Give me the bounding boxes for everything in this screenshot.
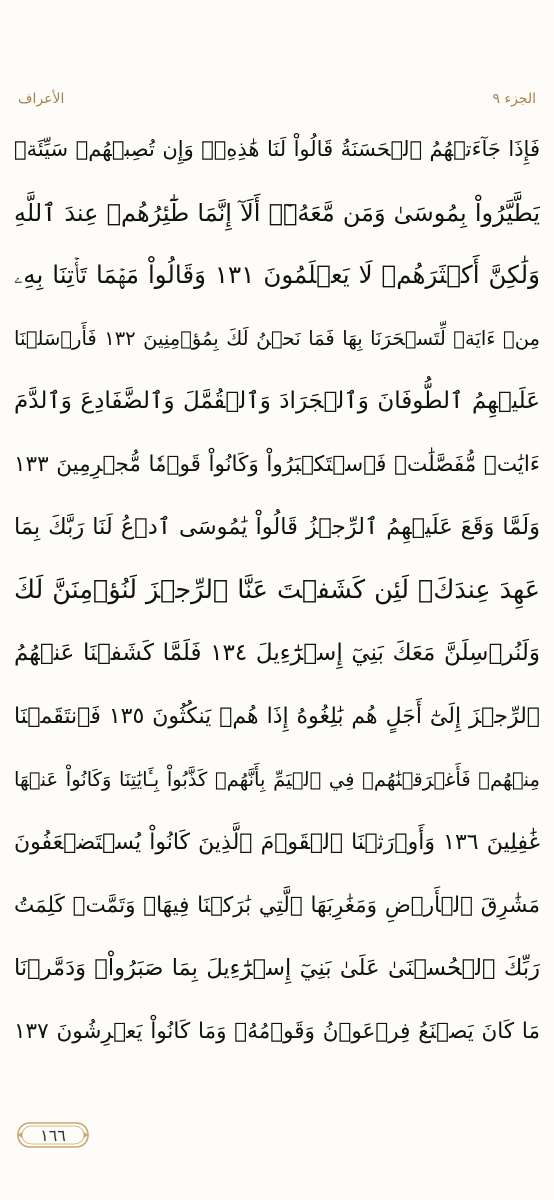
text-line: مَشَٰرِقَ ٱلۡأَرۡضِ وَمَغَٰرِبَهَا ٱلَّتِي بَٰرَكۡنَا فِيهَاۖ وَتَمَّتۡ كَلِمَتُ — [14, 892, 540, 918]
text-line: وَلَٰكِنَّ أَكۡثَرَهُمۡ لَا يَعۡلَمُونَ ١٣١ وَقَالُواْ مَهۡمَا تَأۡتِنَا بِهِۦ — [14, 260, 540, 290]
text-line: يَطَّيَّرُواْ بِمُوسَىٰ وَمَن مَّعَهُۥٓۗ أَلَآ إِنَّمَا طَٰٓئِرُهُمۡ عِندَ ٱللَّهِ — [14, 198, 540, 227]
text-line: وَلَمَّا وَقَعَ عَلَيۡهِمُ ٱلرِّجۡزُ قَالُواْ يَٰمُوسَى ٱدۡعُ لَنَا رَبَّكَ بِمَا — [14, 514, 540, 541]
text-line: مِنۡ ءَايَةٖ لِّتَسۡحَرَنَا بِهَا فَمَا نَحۡنُ لَكَ بِمُؤۡمِنِينَ ١٣٢ فَأَرۡسَلۡنَا — [14, 326, 540, 350]
text-line: فَإِذَا جَآءَتۡهُمُ ٱلۡحَسَنَةُ قَالُواْ لَنَا هَٰذِهِۦۖ وَإِن تُصِبۡهُمۡ سَيِّئَةٞ — [14, 137, 540, 161]
text-line: رَبِّكَ ٱلۡحُسۡنَىٰ عَلَىٰ بَنِيٓ إِسۡرَٰٓءِيلَ بِمَا صَبَرُواْۖ وَدَمَّرۡنَا — [14, 955, 540, 982]
text-line: مَا كَانَ يَصۡنَعُ فِرۡعَوۡنُ وَقَوۡمُهُۥ وَمَا كَانُواْ يَعۡرِشُونَ ١٣٧ — [14, 1018, 540, 1044]
text-line: غَٰفِلِينَ ١٣٦ وَأَوۡرَثۡنَا ٱلۡقَوۡمَ ٱلَّذِينَ كَانُواْ يُسۡتَضۡعَفُونَ — [14, 829, 540, 855]
text-line: ٱلرِّجۡزَ إِلَىٰٓ أَجَلٍ هُم بَٰلِغُوهُ إِذَا هُمۡ يَنكُثُونَ ١٣٥ فَٱنتَقَمۡنَا — [14, 703, 540, 729]
text-line: ءَايَٰتٖ مُّفَصَّلَٰتٖ فَٱسۡتَكۡبَرُواْ وَكَانُواْ قَوۡمٗا مُّجۡرِمِينَ ١٣٣ — [14, 451, 540, 477]
text-line: عَلَيۡهِمُ ٱلطُّوفَانَ وَٱلۡجَرَادَ وَٱلۡقُمَّلَ وَٱلضَّفَادِعَ وَٱلدَّمَ — [14, 388, 540, 414]
quran-text-block — [14, 118, 540, 1118]
text-line: عَهِدَ عِندَكَۖ لَئِن كَشَفۡتَ عَنَّا ٱلرِّجۡزَ لَنُؤۡمِنَنَّ لَكَ — [14, 574, 540, 605]
surah-name: الأعراف — [18, 91, 65, 107]
text-line: وَلَنُرۡسِلَنَّ مَعَكَ بَنِيٓ إِسۡرَٰٓءِيلَ ١٣٤ فَلَمَّا كَشَفۡنَا عَنۡهُمُ — [14, 640, 540, 666]
page-number: ١٦٦ — [40, 1125, 66, 1145]
page-header — [18, 84, 536, 114]
text-line: مِنۡهُمۡ فَأَغۡرَقۡنَٰهُمۡ فِي ٱلۡيَمِّ بِأَنَّهُمۡ كَذَّبُواْ بِـَٔايَٰتِنَا وَكَانُواْ عَنۡهَا — [14, 767, 540, 791]
juz-label: الجزء ٩ — [492, 91, 536, 107]
page-number-badge — [16, 1121, 90, 1149]
